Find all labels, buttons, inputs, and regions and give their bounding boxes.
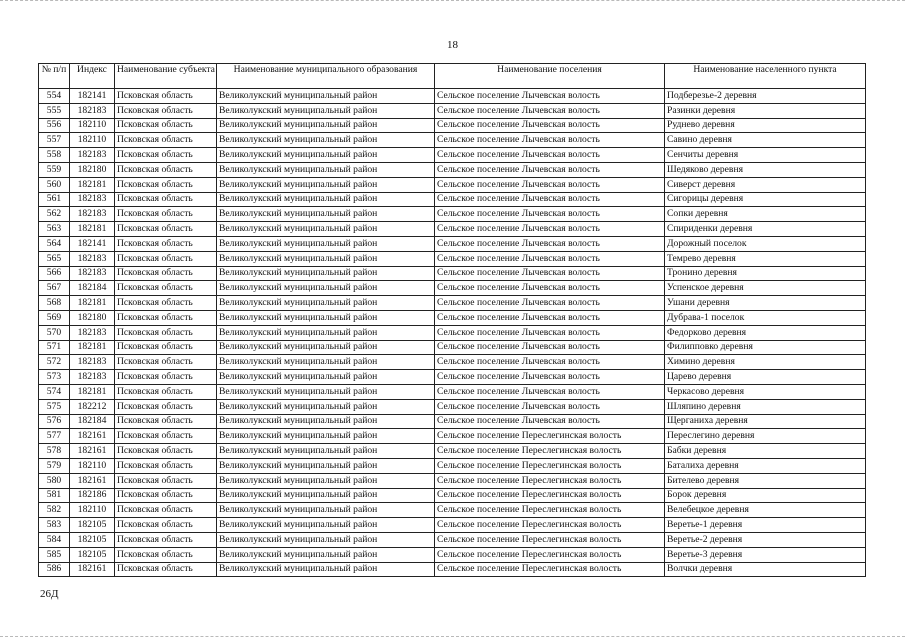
cell-subject: Псковская область <box>115 503 217 518</box>
cell-num: 586 <box>39 562 70 577</box>
cell-num: 568 <box>39 296 70 311</box>
cell-subject: Псковская область <box>115 222 217 237</box>
cell-municipality: Великолукский муниципальный район <box>217 355 435 370</box>
cell-municipality: Великолукский муниципальный район <box>217 162 435 177</box>
table-row <box>39 251 866 266</box>
cell-index: 182183 <box>70 148 115 163</box>
cell-subject: Псковская область <box>115 458 217 473</box>
table-row <box>39 148 866 163</box>
table-row <box>39 310 866 325</box>
cell-index: 182110 <box>70 133 115 148</box>
cell-index: 182183 <box>70 355 115 370</box>
cell-settlement: Сельское поселение Лычевская волость <box>435 103 665 118</box>
cell-settlement: Сельское поселение Лычевская волость <box>435 384 665 399</box>
cell-subject: Псковская область <box>115 177 217 192</box>
cell-index: 182183 <box>70 207 115 222</box>
cell-locality: Шедяково деревня <box>665 162 866 177</box>
cell-settlement: Сельское поселение Лычевская волость <box>435 355 665 370</box>
cell-settlement: Сельское поселение Лычевская волость <box>435 296 665 311</box>
cell-num: 581 <box>39 488 70 503</box>
cell-index: 182183 <box>70 370 115 385</box>
cell-index: 182180 <box>70 162 115 177</box>
cell-settlement: Сельское поселение Лычевская волость <box>435 281 665 296</box>
cell-index: 182184 <box>70 414 115 429</box>
cell-index: 182184 <box>70 281 115 296</box>
cell-num: 555 <box>39 103 70 118</box>
cell-index: 182141 <box>70 89 115 104</box>
cell-settlement: Сельское поселение Переслегинская волость <box>435 518 665 533</box>
cell-locality: Переслегино деревня <box>665 429 866 444</box>
cell-num: 574 <box>39 384 70 399</box>
cell-locality: Бителево деревня <box>665 473 866 488</box>
cell-locality: Успенское деревня <box>665 281 866 296</box>
cell-municipality: Великолукский муниципальный район <box>217 562 435 577</box>
footer-mark: 26Д <box>40 588 59 600</box>
cell-municipality: Великолукский муниципальный район <box>217 177 435 192</box>
cell-subject: Псковская область <box>115 399 217 414</box>
cell-municipality: Великолукский муниципальный район <box>217 310 435 325</box>
cell-settlement: Сельское поселение Переслегинская волость <box>435 532 665 547</box>
cell-locality: Баталиха деревня <box>665 458 866 473</box>
cell-locality: Сенчиты деревня <box>665 148 866 163</box>
cell-municipality: Великолукский муниципальный район <box>217 473 435 488</box>
cell-locality: Веретье-3 деревня <box>665 547 866 562</box>
cell-settlement: Сельское поселение Переслегинская волость <box>435 562 665 577</box>
table-row <box>39 207 866 222</box>
cell-locality: Разинки деревня <box>665 103 866 118</box>
table-row <box>39 503 866 518</box>
cell-locality: Савино деревня <box>665 133 866 148</box>
cell-num: 562 <box>39 207 70 222</box>
table-row <box>39 532 866 547</box>
cell-locality: Химино деревня <box>665 355 866 370</box>
cell-index: 182183 <box>70 192 115 207</box>
cell-locality: Филипповко деревня <box>665 340 866 355</box>
cell-locality: Сопки деревня <box>665 207 866 222</box>
header-row <box>39 64 866 89</box>
cell-locality: Бабки деревня <box>665 444 866 459</box>
cell-municipality: Великолукский муниципальный район <box>217 207 435 222</box>
table-row <box>39 518 866 533</box>
cell-settlement: Сельское поселение Лычевская волость <box>435 89 665 104</box>
table-row <box>39 162 866 177</box>
cell-index: 182161 <box>70 444 115 459</box>
table-row <box>39 281 866 296</box>
cell-settlement: Сельское поселение Лычевская волость <box>435 162 665 177</box>
cell-locality: Руднево деревня <box>665 118 866 133</box>
cell-municipality: Великолукский муниципальный район <box>217 148 435 163</box>
cell-index: 182181 <box>70 340 115 355</box>
cell-municipality: Великолукский муниципальный район <box>217 518 435 533</box>
cell-subject: Псковская область <box>115 562 217 577</box>
cell-locality: Веретье-2 деревня <box>665 532 866 547</box>
cell-municipality: Великолукский муниципальный район <box>217 547 435 562</box>
cell-num: 573 <box>39 370 70 385</box>
cell-subject: Псковская область <box>115 296 217 311</box>
table-row <box>39 355 866 370</box>
cell-municipality: Великолукский муниципальный район <box>217 370 435 385</box>
locality-table <box>38 63 866 577</box>
cell-subject: Псковская область <box>115 444 217 459</box>
cell-settlement: Сельское поселение Лычевская волость <box>435 325 665 340</box>
table-row <box>39 103 866 118</box>
cell-num: 558 <box>39 148 70 163</box>
cell-num: 571 <box>39 340 70 355</box>
table-row <box>39 444 866 459</box>
cell-index: 182181 <box>70 384 115 399</box>
cell-num: 583 <box>39 518 70 533</box>
cell-num: 566 <box>39 266 70 281</box>
table-row <box>39 370 866 385</box>
cell-settlement: Сельское поселение Лычевская волость <box>435 236 665 251</box>
cell-municipality: Великолукский муниципальный район <box>217 399 435 414</box>
cell-locality: Велебецкое деревня <box>665 503 866 518</box>
cell-locality: Шляпино деревня <box>665 399 866 414</box>
cell-municipality: Великолукский муниципальный район <box>217 384 435 399</box>
cell-num: 580 <box>39 473 70 488</box>
cell-subject: Псковская область <box>115 133 217 148</box>
cell-subject: Псковская область <box>115 207 217 222</box>
cell-municipality: Великолукский муниципальный район <box>217 503 435 518</box>
scan-edge-top <box>0 0 905 1</box>
scan-edge-bottom <box>0 636 905 637</box>
cell-settlement: Сельское поселение Лычевская волость <box>435 251 665 266</box>
cell-locality: Тронино деревня <box>665 266 866 281</box>
cell-index: 182161 <box>70 473 115 488</box>
cell-municipality: Великолукский муниципальный район <box>217 296 435 311</box>
cell-settlement: Сельское поселение Переслегинская волость <box>435 488 665 503</box>
cell-index: 182105 <box>70 518 115 533</box>
cell-subject: Псковская область <box>115 192 217 207</box>
cell-settlement: Сельское поселение Переслегинская волость <box>435 503 665 518</box>
table-row <box>39 429 866 444</box>
cell-municipality: Великолукский муниципальный район <box>217 444 435 459</box>
cell-num: 563 <box>39 222 70 237</box>
cell-num: 564 <box>39 236 70 251</box>
cell-subject: Псковская область <box>115 148 217 163</box>
cell-municipality: Великолукский муниципальный район <box>217 118 435 133</box>
cell-num: 569 <box>39 310 70 325</box>
table-row <box>39 562 866 577</box>
cell-subject: Псковская область <box>115 384 217 399</box>
cell-num: 565 <box>39 251 70 266</box>
cell-municipality: Великолукский муниципальный район <box>217 281 435 296</box>
table-row <box>39 547 866 562</box>
cell-settlement: Сельское поселение Лычевская волость <box>435 266 665 281</box>
table-row <box>39 384 866 399</box>
cell-locality: Царево деревня <box>665 370 866 385</box>
table-row <box>39 473 866 488</box>
cell-num: 561 <box>39 192 70 207</box>
cell-num: 582 <box>39 503 70 518</box>
cell-index: 182212 <box>70 399 115 414</box>
cell-index: 182110 <box>70 118 115 133</box>
cell-settlement: Сельское поселение Лычевская волость <box>435 222 665 237</box>
table-row <box>39 192 866 207</box>
cell-locality: Сиверст деревня <box>665 177 866 192</box>
cell-subject: Псковская область <box>115 547 217 562</box>
cell-index: 182110 <box>70 458 115 473</box>
cell-locality: Веретье-1 деревня <box>665 518 866 533</box>
cell-subject: Псковская область <box>115 236 217 251</box>
cell-index: 182105 <box>70 532 115 547</box>
cell-municipality: Великолукский муниципальный район <box>217 325 435 340</box>
cell-subject: Псковская область <box>115 532 217 547</box>
cell-index: 182180 <box>70 310 115 325</box>
table-row <box>39 488 866 503</box>
cell-settlement: Сельское поселение Лычевская волость <box>435 192 665 207</box>
cell-municipality: Великолукский муниципальный район <box>217 103 435 118</box>
cell-subject: Псковская область <box>115 89 217 104</box>
cell-subject: Псковская область <box>115 310 217 325</box>
header-subject: Наименование субъекта <box>115 64 217 89</box>
cell-municipality: Великолукский муниципальный район <box>217 488 435 503</box>
cell-locality: Дубрава-1 поселок <box>665 310 866 325</box>
cell-num: 572 <box>39 355 70 370</box>
table-row <box>39 177 866 192</box>
cell-index: 182183 <box>70 103 115 118</box>
cell-municipality: Великолукский муниципальный район <box>217 89 435 104</box>
cell-settlement: Сельское поселение Лычевская волость <box>435 118 665 133</box>
cell-index: 182186 <box>70 488 115 503</box>
header-settlement: Наименование поселения <box>435 64 665 89</box>
table-row <box>39 399 866 414</box>
table-row <box>39 340 866 355</box>
cell-num: 556 <box>39 118 70 133</box>
header-municipality: Наименование муниципального образования <box>217 64 435 89</box>
cell-locality: Щерганиха деревня <box>665 414 866 429</box>
cell-locality: Борок деревня <box>665 488 866 503</box>
cell-settlement: Сельское поселение Переслегинская волость <box>435 444 665 459</box>
cell-index: 182181 <box>70 296 115 311</box>
cell-index: 182141 <box>70 236 115 251</box>
cell-municipality: Великолукский муниципальный район <box>217 192 435 207</box>
cell-settlement: Сельское поселение Переслегинская волость <box>435 473 665 488</box>
table-row <box>39 118 866 133</box>
cell-settlement: Сельское поселение Лычевская волость <box>435 207 665 222</box>
table-row <box>39 133 866 148</box>
cell-num: 576 <box>39 414 70 429</box>
cell-municipality: Великолукский муниципальный район <box>217 251 435 266</box>
cell-settlement: Сельское поселение Лычевская волость <box>435 340 665 355</box>
cell-index: 182161 <box>70 562 115 577</box>
cell-num: 578 <box>39 444 70 459</box>
page-number: 18 <box>447 39 458 51</box>
cell-locality: Черкасово деревня <box>665 384 866 399</box>
cell-settlement: Сельское поселение Лычевская волость <box>435 399 665 414</box>
cell-settlement: Сельское поселение Переслегинская волость <box>435 458 665 473</box>
cell-subject: Псковская область <box>115 370 217 385</box>
cell-subject: Псковская область <box>115 103 217 118</box>
cell-subject: Псковская область <box>115 340 217 355</box>
cell-num: 577 <box>39 429 70 444</box>
cell-subject: Псковская область <box>115 266 217 281</box>
table-row <box>39 236 866 251</box>
table-row <box>39 325 866 340</box>
cell-municipality: Великолукский муниципальный район <box>217 236 435 251</box>
cell-num: 585 <box>39 547 70 562</box>
cell-settlement: Сельское поселение Переслегинская волость <box>435 429 665 444</box>
cell-locality: Дорожный поселок <box>665 236 866 251</box>
cell-subject: Псковская область <box>115 518 217 533</box>
cell-subject: Псковская область <box>115 251 217 266</box>
cell-settlement: Сельское поселение Переслегинская волость <box>435 547 665 562</box>
cell-num: 567 <box>39 281 70 296</box>
cell-locality: Подберезье-2 деревня <box>665 89 866 104</box>
cell-municipality: Великолукский муниципальный район <box>217 266 435 281</box>
table-row <box>39 222 866 237</box>
cell-num: 584 <box>39 532 70 547</box>
cell-subject: Псковская область <box>115 429 217 444</box>
cell-municipality: Великолукский муниципальный район <box>217 429 435 444</box>
cell-subject: Псковская область <box>115 118 217 133</box>
cell-subject: Псковская область <box>115 325 217 340</box>
cell-locality: Темрево деревня <box>665 251 866 266</box>
cell-index: 182110 <box>70 503 115 518</box>
table-row <box>39 414 866 429</box>
cell-num: 575 <box>39 399 70 414</box>
cell-settlement: Сельское поселение Лычевская волость <box>435 133 665 148</box>
table-body <box>39 89 866 577</box>
cell-municipality: Великолукский муниципальный район <box>217 414 435 429</box>
cell-locality: Ушани деревня <box>665 296 866 311</box>
table-row <box>39 266 866 281</box>
cell-settlement: Сельское поселение Лычевская волость <box>435 310 665 325</box>
cell-num: 560 <box>39 177 70 192</box>
table-row <box>39 458 866 473</box>
cell-settlement: Сельское поселение Лычевская волость <box>435 177 665 192</box>
cell-subject: Псковская область <box>115 414 217 429</box>
table-header <box>39 64 866 89</box>
cell-municipality: Великолукский муниципальный район <box>217 133 435 148</box>
cell-index: 182183 <box>70 325 115 340</box>
header-locality: Наименование населенного пункта <box>665 64 866 89</box>
cell-settlement: Сельское поселение Лычевская волость <box>435 414 665 429</box>
cell-index: 182161 <box>70 429 115 444</box>
cell-locality: Спириденки деревня <box>665 222 866 237</box>
cell-municipality: Великолукский муниципальный район <box>217 458 435 473</box>
cell-index: 182181 <box>70 222 115 237</box>
cell-index: 182183 <box>70 266 115 281</box>
cell-num: 579 <box>39 458 70 473</box>
cell-subject: Псковская область <box>115 473 217 488</box>
cell-index: 182183 <box>70 251 115 266</box>
cell-locality: Волчки деревня <box>665 562 866 577</box>
cell-locality: Сигорицы деревня <box>665 192 866 207</box>
table-row <box>39 89 866 104</box>
cell-subject: Псковская область <box>115 488 217 503</box>
cell-num: 570 <box>39 325 70 340</box>
cell-num: 557 <box>39 133 70 148</box>
cell-index: 182181 <box>70 177 115 192</box>
table-row <box>39 296 866 311</box>
cell-index: 182105 <box>70 547 115 562</box>
cell-settlement: Сельское поселение Лычевская волость <box>435 148 665 163</box>
cell-subject: Псковская область <box>115 162 217 177</box>
cell-subject: Псковская область <box>115 355 217 370</box>
cell-settlement: Сельское поселение Лычевская волость <box>435 370 665 385</box>
header-index: Индекс <box>70 64 115 89</box>
header-num: № п/п <box>39 64 70 89</box>
cell-num: 554 <box>39 89 70 104</box>
cell-municipality: Великолукский муниципальный район <box>217 340 435 355</box>
cell-subject: Псковская область <box>115 281 217 296</box>
cell-municipality: Великолукский муниципальный район <box>217 222 435 237</box>
cell-municipality: Великолукский муниципальный район <box>217 532 435 547</box>
cell-locality: Федорково деревня <box>665 325 866 340</box>
cell-num: 559 <box>39 162 70 177</box>
